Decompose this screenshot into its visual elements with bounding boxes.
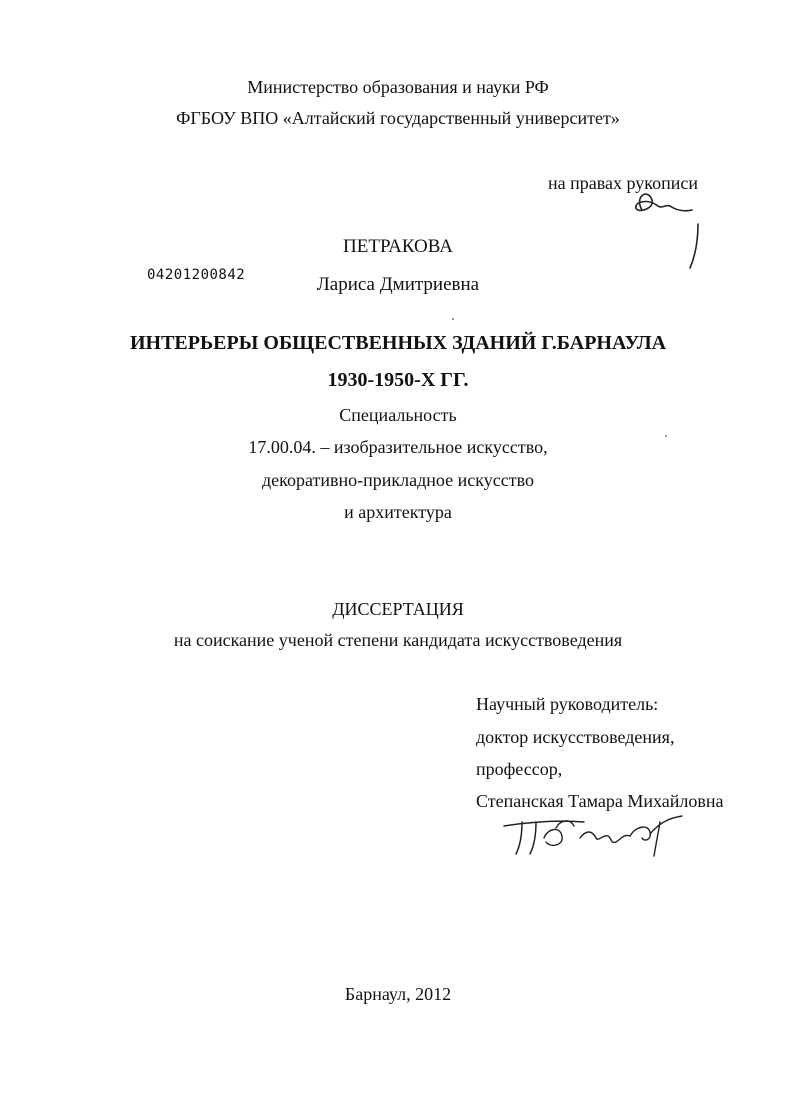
scan-speck xyxy=(452,318,454,320)
author-given-names: Лариса Дмитриевна xyxy=(316,274,480,295)
archive-code: 04201200842 xyxy=(147,267,246,283)
specialty-line2: декоративно-прикладное искусство xyxy=(262,470,534,490)
place-year: Барнаул, 2012 xyxy=(344,984,452,1004)
specialty-line3: и архитектура xyxy=(344,502,452,522)
supervisor-signature xyxy=(500,808,690,860)
supervisor-label: Научный руководитель: xyxy=(476,694,659,714)
manuscript-note: на правах рукописи xyxy=(548,173,698,193)
author-signature xyxy=(628,188,708,274)
supervisor-name: Степанская Тамара Михайловна xyxy=(476,791,724,811)
dissertation-title-line1: ИНТЕРЬЕРЫ ОБЩЕСТВЕННЫХ ЗДАНИЙ Г.БАРНАУЛА xyxy=(129,332,667,354)
scan-speck xyxy=(665,435,667,437)
supervisor-rank: профессор, xyxy=(476,759,563,779)
dissertation-title-line2: 1930-1950-Х ГГ. xyxy=(327,369,469,391)
document-type-purpose: на соискание ученой степени кандидата искусствоведения xyxy=(173,630,623,650)
author-surname: ПЕТРАКОВА xyxy=(343,236,453,257)
supervisor-degree: доктор искусствоведения, xyxy=(476,727,675,747)
document-type-title: ДИССЕРТАЦИЯ xyxy=(332,599,464,619)
university-name: ФГБОУ ВПО «Алтайский государственный университет» xyxy=(176,108,620,128)
specialty-line1: 17.00.04. – изобразительное искусство, xyxy=(248,437,548,457)
ministry-name: Министерство образования и науки РФ xyxy=(247,77,549,97)
specialty-label: Специальность xyxy=(339,405,457,425)
